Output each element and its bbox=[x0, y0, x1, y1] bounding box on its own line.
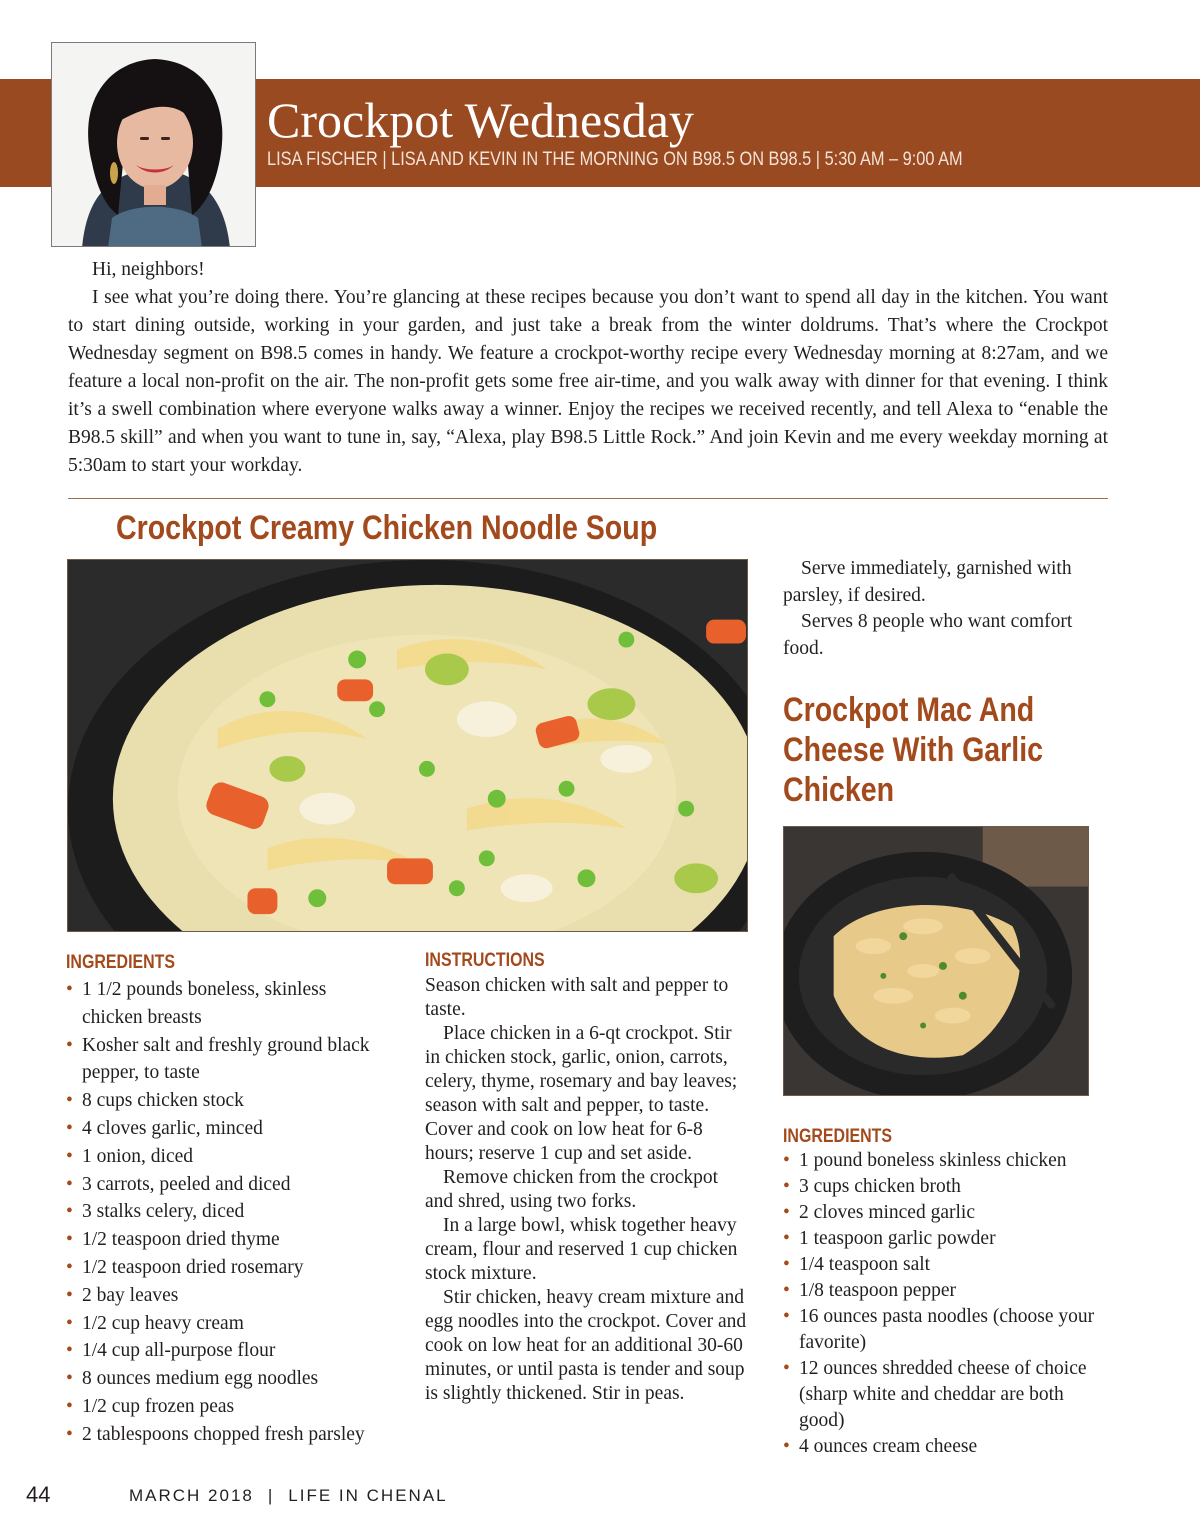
intro-body: I see what you’re doing there. You’re glancing at these recipes because you don’t want to spend all day in the kitchen. You want to start dining outside, working in your garden, and just take a break from the winter doldrums. That’s where the Crockpot Wednesday segment on B98.5 comes in handy. We feature a crockpot-worthy recipe every Wednesday morning at 8:27am, and we feature a local non-profit on the air. The non-profit gets some free air-time, and you walk away with dinner for that evening. I think it’s a swell combination where everyone walks away a winner. Enjoy the recipes we received recently, and tell Alexa to “enable the B98.5 skill” and when you want to tune in, say, “Alexa, play B98.5 Little Rock.” And join Kevin and me every weekday morning at 5:30am to start your workday. bbox=[68, 287, 1108, 476]
list-item: • 1/2 teaspoon dried rosemary bbox=[66, 1254, 386, 1282]
list-item: • 1/2 teaspoon dried thyme bbox=[66, 1226, 386, 1254]
list-item: • 3 stalks celery, diced bbox=[66, 1198, 386, 1226]
soup-image bbox=[68, 560, 747, 931]
page-title: Crockpot Wednesday bbox=[267, 92, 694, 148]
instructions-text bbox=[425, 974, 750, 1406]
ingredients-list-soup bbox=[66, 976, 386, 1449]
serving-note: Serve immediately, garnished with parsley, if desired. bbox=[783, 558, 1072, 606]
serving-notes bbox=[783, 556, 1108, 662]
list-item: • 16 ounces pasta noodles (choose your favorite) bbox=[783, 1304, 1103, 1356]
instruction-step: Stir chicken, heavy cream mixture and egg noodles into the crockpot. Cover and cook on low heat for an additional 30-60 minutes, or until pasta is tender and soup is slightly thickened. Stir in peas. bbox=[425, 1287, 747, 1404]
list-item: • 1/2 cup heavy cream bbox=[66, 1310, 386, 1338]
list-item: • 1/2 cup frozen peas bbox=[66, 1393, 386, 1421]
list-item: • Kosher salt and freshly ground black pepper, to taste bbox=[66, 1032, 386, 1088]
list-item: • 8 cups chicken stock bbox=[66, 1087, 386, 1115]
instruction-step: Place chicken in a 6-qt crockpot. Stir in chicken stock, garlic, onion, carrots, celery, thyme, rosemary and bay leaves; season with salt and pepper, to taste. Cover and cook on low heat for 6-8 hours; reserve 1 cup and set aside. bbox=[425, 1023, 738, 1164]
mac-and-cheese-photo bbox=[783, 826, 1089, 1096]
list-item: • 4 ounces cream cheese bbox=[783, 1434, 1103, 1460]
instruction-step: Remove chicken from the crockpot and shred, using two forks. bbox=[425, 1167, 719, 1212]
list-item: • 4 cloves garlic, minced bbox=[66, 1115, 386, 1143]
list-item: • 1 onion, diced bbox=[66, 1143, 386, 1171]
ingredients-list-mac-and-cheese bbox=[783, 1148, 1103, 1460]
list-item: • 2 tablespoons chopped fresh parsley bbox=[66, 1421, 386, 1449]
list-item: • 2 bay leaves bbox=[66, 1282, 386, 1310]
ingredients-label-soup: INGREDIENTS bbox=[66, 952, 176, 973]
author-portrait-image bbox=[52, 43, 256, 247]
intro-greeting: Hi, neighbors! bbox=[92, 259, 205, 280]
list-item: • 1/8 teaspoon pepper bbox=[783, 1278, 1103, 1304]
recipe-title-mac-and-cheese: Crockpot Mac And Cheese With Garlic Chicken bbox=[783, 691, 1044, 809]
mac-and-cheese-image bbox=[784, 827, 1088, 1095]
author-byline: LISA FISCHER | LISA AND KEVIN IN THE MORNING ON B98.5 ON B98.5 | 5:30 AM – 9:00 AM bbox=[267, 149, 963, 170]
page-number: 44 bbox=[26, 1482, 51, 1507]
footer-issue-line bbox=[129, 1485, 448, 1507]
author-photo bbox=[51, 42, 256, 247]
intro-text bbox=[68, 256, 1108, 480]
section-divider bbox=[68, 498, 1108, 499]
list-item: • 1/4 cup all-purpose flour bbox=[66, 1337, 386, 1365]
instruction-step: Season chicken with salt and pepper to taste. bbox=[425, 975, 729, 1020]
recipe-title-soup: Crockpot Creamy Chicken Noodle Soup bbox=[116, 509, 658, 547]
list-item: • 2 cloves minced garlic bbox=[783, 1200, 1103, 1226]
instructions-label: INSTRUCTIONS bbox=[425, 950, 545, 971]
soup-photo bbox=[67, 559, 748, 932]
list-item: • 1/4 teaspoon salt bbox=[783, 1252, 1103, 1278]
footer-separator: | bbox=[267, 1486, 275, 1505]
list-item: • 8 ounces medium egg noodles bbox=[66, 1365, 386, 1393]
issue-date: MARCH 2018 bbox=[129, 1486, 254, 1505]
list-item: • 1 1/2 pounds boneless, skinless chicken breasts bbox=[66, 976, 386, 1032]
list-item: • 1 pound boneless skinless chicken bbox=[783, 1148, 1103, 1174]
ingredients-label-mac-and-cheese: INGREDIENTS bbox=[783, 1126, 893, 1147]
instruction-step: In a large bowl, whisk together heavy cream, flour and reserved 1 cup chicken stock mixture. bbox=[425, 1215, 738, 1284]
list-item: • 12 ounces shredded cheese of choice (sharp white and cheddar are both good) bbox=[783, 1356, 1103, 1434]
serving-note: Serves 8 people who want comfort food. bbox=[783, 611, 1073, 659]
list-item: • 1 teaspoon garlic powder bbox=[783, 1226, 1103, 1252]
list-item: • 3 carrots, peeled and diced bbox=[66, 1171, 386, 1199]
list-item: • 3 cups chicken broth bbox=[783, 1174, 1103, 1200]
magazine-name: LIFE IN CHENAL bbox=[288, 1486, 448, 1505]
